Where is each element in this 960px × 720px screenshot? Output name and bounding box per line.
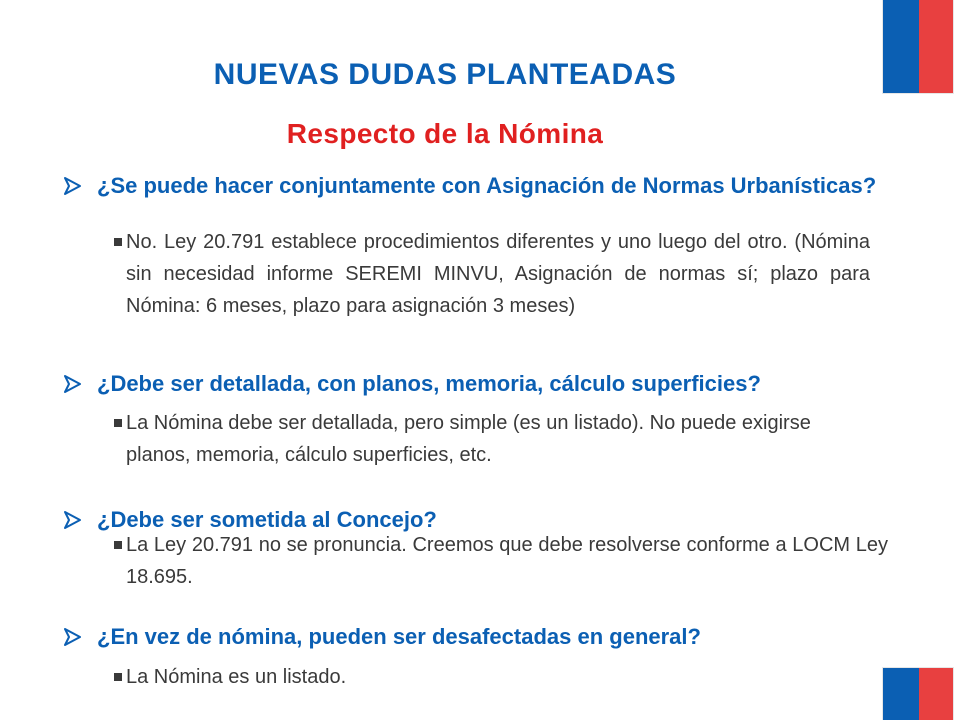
answer-2	[114, 407, 870, 471]
flag-top-right	[883, 0, 953, 93]
question-text: ¿Debe ser detallada, con planos, memoria, cálculo superficies?	[97, 371, 761, 396]
flag-blue-stripe	[883, 668, 919, 720]
answer-text: La Ley 20.791 no se pronuncia. Creemos que debe resolverse conforme a LOCM Ley 18.695.	[126, 534, 888, 588]
answer-4	[114, 661, 814, 693]
question-4	[62, 623, 892, 650]
square-bullet-icon	[114, 541, 122, 549]
slide-subtitle: Respecto de la Nómina	[286, 118, 604, 149]
question-2	[62, 370, 892, 397]
square-bullet-icon	[114, 238, 122, 246]
flag-red-stripe	[919, 668, 953, 720]
question-text: ¿Se puede hacer conjuntamente con Asignación de Normas Urbanísticas?	[97, 173, 877, 198]
answer-text: No. Ley 20.791 establece procedimientos diferentes y uno luego del otro. (Nómina sin necesidad informe SEREMI MINVU, Asignación de normas sí; plazo para Nómina: 6 meses, plazo para asignación 3 meses)	[126, 231, 870, 317]
answer-3	[114, 529, 888, 593]
answer-text: La Nómina debe ser detallada, pero simple (es un listado). No puede exigirse planos, memoria, cálculo superficies, etc.	[126, 412, 811, 466]
answer-text: La Nómina es un listado.	[126, 666, 347, 688]
arrow-right-icon	[62, 373, 84, 395]
square-bullet-icon	[114, 673, 122, 681]
arrow-right-icon	[62, 175, 84, 197]
question-text: ¿En vez de nómina, pueden ser desafectadas en general?	[97, 624, 701, 649]
question-text: ¿Debe ser sometida al Concejo?	[97, 507, 437, 532]
answer-1	[114, 226, 870, 322]
square-bullet-icon	[114, 419, 122, 427]
flag-red-stripe	[919, 0, 953, 93]
slide-title: NUEVAS DUDAS PLANTEADAS	[213, 58, 677, 91]
question-1	[62, 172, 892, 199]
flag-bottom-right	[883, 668, 953, 720]
arrow-right-icon	[62, 509, 84, 531]
arrow-right-icon	[62, 626, 84, 648]
